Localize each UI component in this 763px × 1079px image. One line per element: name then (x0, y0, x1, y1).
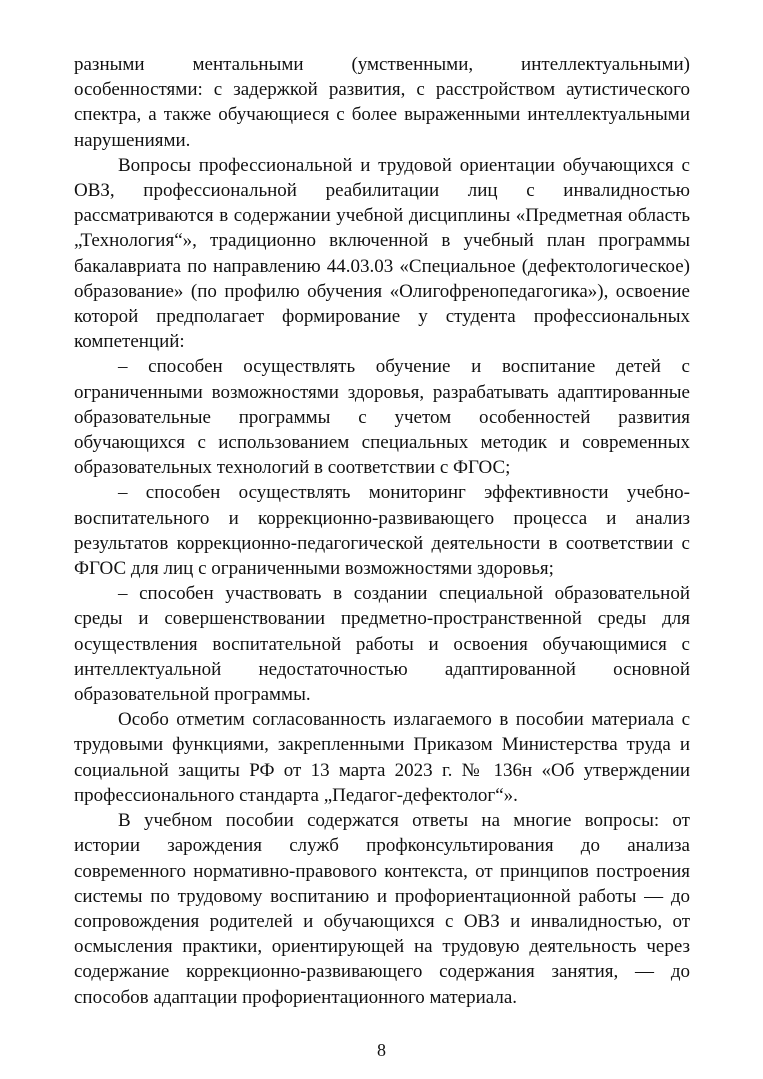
page-number: 8 (377, 1040, 386, 1060)
competency-item-2: – способен осуществлять мониторинг эффективности учебно-воспитательного и коррекционно-развивающего процесса и анализ результатов коррекционно-педагогической деятельности в соответствии с ФГОС для лиц с ограниченными возможностями здоровья; (74, 482, 690, 580)
paragraph-continuation: разными ментальными (умственными, интеллектуальными) особенностями: с задержкой развития, с расстройством аутистического спектра, а также обучающиеся с более выраженными интеллектуальными нарушениями. (74, 54, 690, 151)
competency-item-1: – способен осуществлять обучение и воспитание детей с ограниченными возможностями здоровья, разрабатывать адаптированные образовательные программы с учетом особенностей развития обучающихся с использованием специальных методик и современных образовательных технологий в соответствии с ФГОС; (74, 356, 690, 479)
paragraph-labor-functions: Особо отметим согласованность излагаемого в пособии материала с трудовыми функциями, закрепленными Приказом Министерства труда и социальной защиты РФ от 13 марта 2023 г. № 136н «Об утверждении профессионального стандарта „Педагог-дефектолог“». (74, 709, 690, 806)
body-text (74, 52, 690, 1010)
competency-item-3: – способен участвовать в создании специальной образовательной среды и совершенствовании предметно-пространственной среды для осуществления воспитательной работы и освоения обучающимися с интеллектуальной недостаточностью адаптированной основной образовательной программы. (74, 583, 690, 706)
paragraph-manual-contents: В учебном пособии содержатся ответы на многие вопросы: от истории зарождения служб профконсультирования до анализа современного нормативно-правового контекста, от принципов построения системы по трудовому воспитанию и профориентационной работы — до сопровождения родителей и обучающихся с ОВЗ и инвалидностью, от осмысления практики, ориентирующей на трудовую деятельность через содержание коррекционно-развивающего содержания занятия, — до способов адаптации профориентационного материала. (74, 810, 690, 1008)
paragraph-career-guidance: Вопросы профессиональной и трудовой ориентации обучающихся с ОВЗ, профессиональной реабилитации лиц с инвалидностью рассматриваются в содержании учебной дисциплины «Предметная область „Технология“», традиционно включенной в учебный план программы бакалавриата по направлению 44.03.03 «Специальное (дефектологическое) образование» (по профилю обучения «Олигофренопедагогика»), освоение которой предполагает формирование у студента профессиональных компетенций: (74, 154, 690, 353)
